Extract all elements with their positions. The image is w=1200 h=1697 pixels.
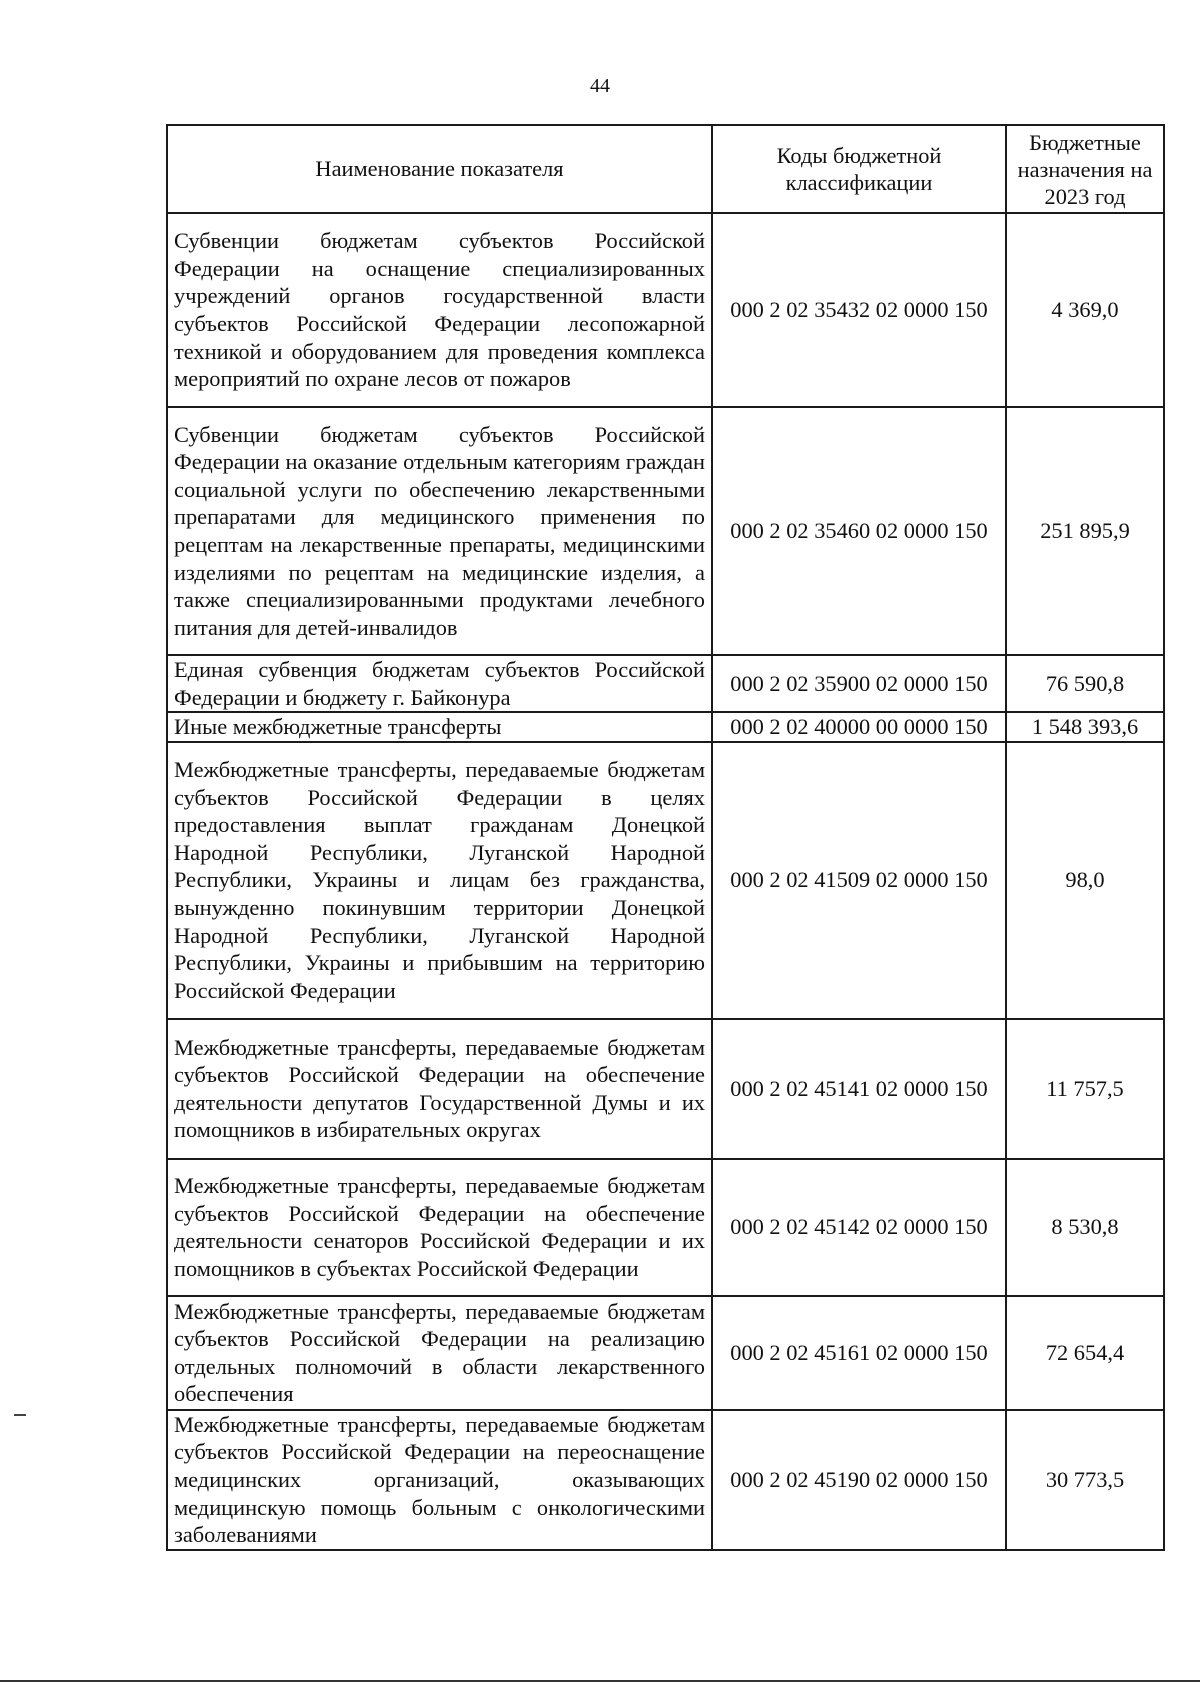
row-code: 000 2 02 40000 00 0000 150 [712,712,1006,742]
row-value: 1 548 393,6 [1006,712,1164,742]
margin-mark [14,1414,26,1416]
row-name: Единая субвенция бюджетам субъектов Российской Федерации и бюджету г. Байконура [167,655,712,712]
row-code: 000 2 02 35432 02 0000 150 [712,213,1006,407]
table-row [167,712,1164,742]
row-value: 76 590,8 [1006,655,1164,712]
budget-table [166,124,1165,1551]
row-name: Межбюджетные трансферты, передаваемые бюджетам субъектов Российской Федерации на обеспечение деятельности сенаторов Российской Федерации и их помощников в субъектах Российской Федерации [167,1159,712,1296]
row-name: Межбюджетные трансферты, передаваемые бюджетам субъектов Российской Федерации в целях предоставления выплат гражданам Донецкой Народной Республики, Луганской Народной Республики, Украины и лицам без гражданства, вынужденно покинувшим территории Донецкой Народной Республики, Луганской Народной Республики, Украины и прибывшим на территорию Российской Федерации [167,742,712,1019]
table-row [167,1410,1164,1550]
table-header [167,125,1164,213]
table-row [167,1296,1164,1410]
row-name: Иные межбюджетные трансферты [167,712,712,742]
table-row [167,655,1164,712]
header-name: Наименование показателя [167,125,712,213]
header-row [167,125,1164,213]
row-name: Межбюджетные трансферты, передаваемые бюджетам субъектов Российской Федерации на переоснащение медицинских организаций, оказывающих медицинскую помощь больным с онкологическими заболеваниями [167,1410,712,1550]
header-value: Бюджетные назначения на 2023 год [1006,125,1164,213]
row-code: 000 2 02 45141 02 0000 150 [712,1019,1006,1159]
table-row [167,213,1164,407]
row-value: 4 369,0 [1006,213,1164,407]
row-name: Межбюджетные трансферты, передаваемые бюджетам субъектов Российской Федерации на реализацию отдельных полномочий в области лекарственного обеспечения [167,1296,712,1410]
page-number: 44 [590,75,610,97]
row-code: 000 2 02 45161 02 0000 150 [712,1296,1006,1410]
table-row [167,742,1164,1019]
table-row [167,1159,1164,1296]
row-code: 000 2 02 45190 02 0000 150 [712,1410,1006,1550]
table-body [167,213,1164,1550]
row-code: 000 2 02 35460 02 0000 150 [712,407,1006,655]
row-value: 251 895,9 [1006,407,1164,655]
row-name: Субвенции бюджетам субъектов Российской Федерации на оснащение специализированных учреждений органов государственной власти субъектов Российской Федерации лесопожарной техникой и оборудованием для проведения комплекса мероприятий по охране лесов от пожаров [167,213,712,407]
row-value: 8 530,8 [1006,1159,1164,1296]
row-code: 000 2 02 41509 02 0000 150 [712,742,1006,1019]
table-row [167,407,1164,655]
row-value: 72 654,4 [1006,1296,1164,1410]
row-code: 000 2 02 45142 02 0000 150 [712,1159,1006,1296]
header-code: Коды бюджетной классификации [712,125,1006,213]
row-code: 000 2 02 35900 02 0000 150 [712,655,1006,712]
row-value: 11 757,5 [1006,1019,1164,1159]
row-name: Субвенции бюджетам субъектов Российской Федерации на оказание отдельным категориям граждан социальной услуги по обеспечению лекарственными препаратами для медицинского применения по рецептам на лекарственные препараты, медицинскими изделиями по рецептам на медицинские изделия, а также специализированными продуктами лечебного питания для детей-инвалидов [167,407,712,655]
row-value: 98,0 [1006,742,1164,1019]
row-name: Межбюджетные трансферты, передаваемые бюджетам субъектов Российской Федерации на обеспечение деятельности депутатов Государственной Думы и их помощников в избирательных округах [167,1019,712,1159]
row-value: 30 773,5 [1006,1410,1164,1550]
table-row [167,1019,1164,1159]
bottom-rule [0,1680,1200,1682]
